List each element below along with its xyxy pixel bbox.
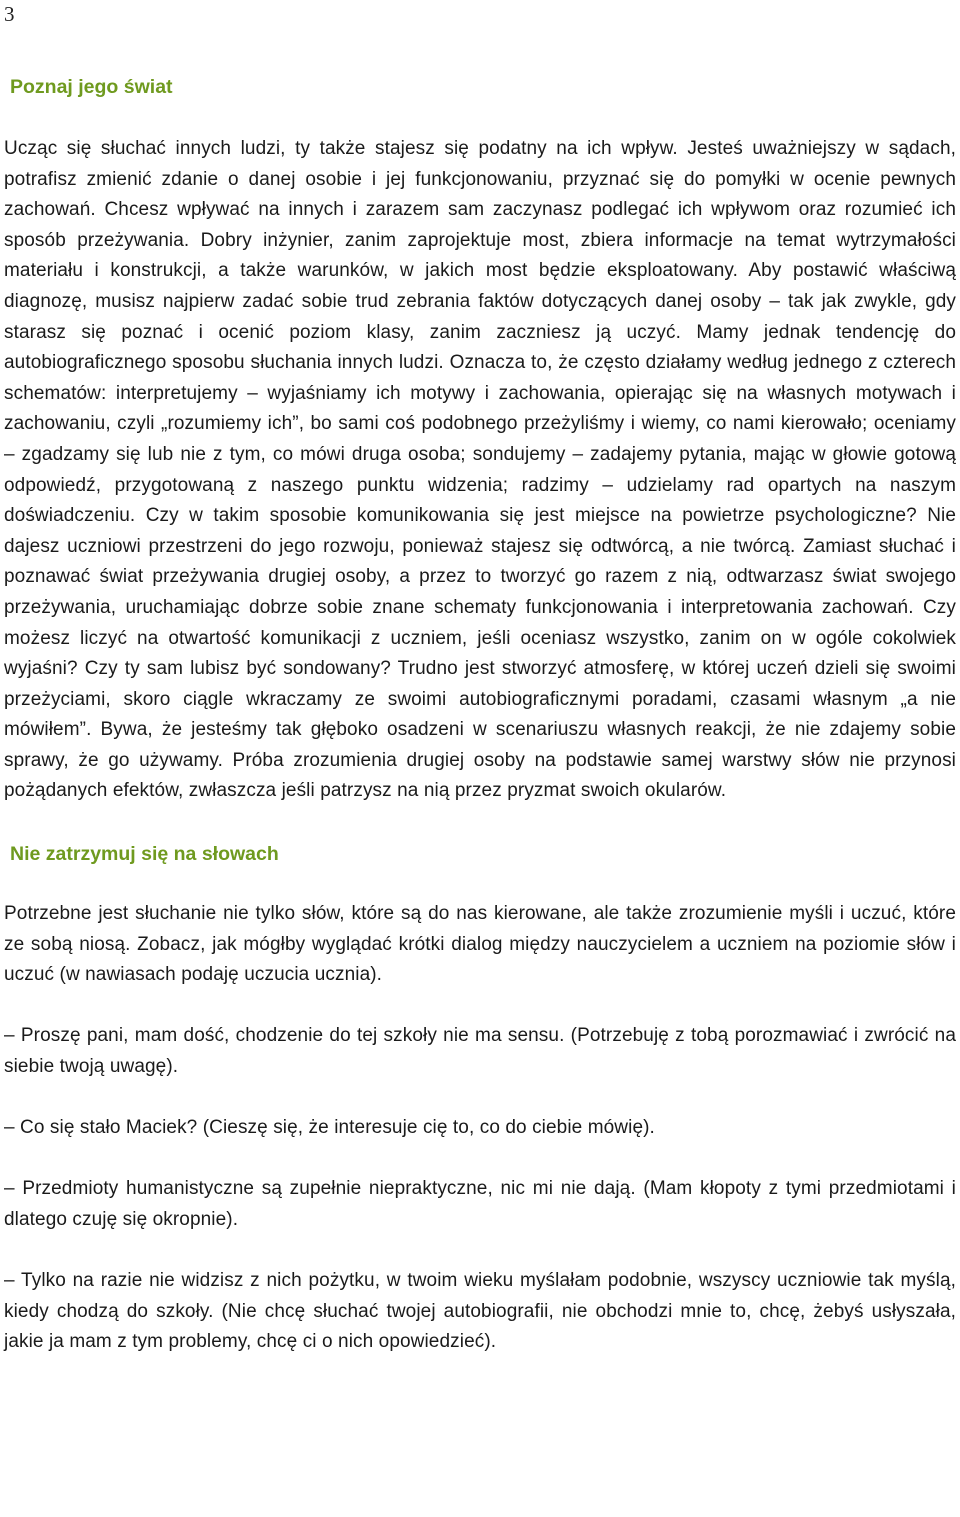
- section-paragraph: Potrzebne jest słuchanie nie tylko słów, które są do nas kierowane, ale także zrozumienie myśli i uczuć, które ze sobą niosą. Zobacz, jak mógłby wyglądać krótki dialog między nauczycielem a uczniem na poziomie słów i uczuć (w nawiasach podaję uczucia ucznia).: [4, 903, 956, 986]
- section-heading-nie-zatrzymuj-sie: Nie zatrzymuj się na słowach: [10, 843, 279, 866]
- dialog-line: – Przedmioty humanistyczne są zupełnie niepraktyczne, nic mi nie dają. (Mam kłopoty z tymi przedmiotami i dlatego czuję się okropnie).: [4, 1178, 956, 1230]
- section-paragraph: Ucząc się słuchać innych ludzi, ty także stajesz się podatny na ich wpływ. Jesteś uważniejszy w sądach, potrafisz zmienić zdanie o danej osobie i jej funkcjonowaniu, przyznać się do pomyłki w ocenie pewnych zachowań. Chcesz wpływać na innych i zarazem sam zaczynasz podlegać ich wpływom oraz rozumieć ich sposób przeżywania. Dobry inżynier, zanim zaprojektuje most, zbiera informacje na temat wytrzymałości materiału i konstrukcji, a także warunków, w jakich most będzie eksploatowany. Aby postawić właściwą diagnozę, musisz najpierw zadać sobie trud zebrania faktów dotyczących danej osoby – tak jak zwykle, gdy starasz się poznać i ocenić poziom klasy, zanim zaczniesz ją uczyć. Mamy jednak tendencję do autobiograficznego sposobu słuchania innych ludzi. Oznacza to, że często działamy według jednego z czterech schematów: interpretujemy – wyjaśniamy ich motywy i zachowania, opierając się na własnych motywach i zachowaniu, czyli „rozumiemy ich”, bo sami coś podobnego przeżyliśmy i wiemy, co nami kierowało; oceniamy – zgadzamy się lub nie z tym, co mówi druga osoba; sondujemy – zadajemy pytania, mając w głowie gotową odpowiedź, przygotowaną z naszego punktu widzenia; radzimy – udzielamy rad opartych na naszym doświadczeniu. Czy w takim sposobie komunikowania się jest miejsce na powietrze psychologiczne? Nie dajesz uczniowi przestrzeni do jego rozwoju, ponieważ stajesz się odtwórcą, a nie twórcą. Zamiast słuchać i poznawać świat przeżywania drugiej osoby, a przez to tworzyć go razem z nią, odtwarzasz świat swojego przeżywania, uruchamiając dobrze sobie znane schematy funkcjonowania i interpretowania zachowań. Czy możesz liczyć na otwartość komunikacji z uczniem, jeśli oceniasz wszystko, zanim on w ogóle cokolwiek wyjaśni? Czy ty sam lubisz być sondowany? Trudno jest stworzyć atmosferę, w której uczeń dzieli się swoimi przeżyciami, skoro ciągle wkraczamy ze swoimi autobiograficznymi poradami, czasami własnym „a nie mówiłem”. Bywa, że jesteśmy tak głęboko osadzeni w scenariuszu własnych reakcji, że nie zdajemy sobie sprawy, że go używamy. Próba zrozumienia drugiej osoby na podstawie samej warstwy słów nie przynosi pożądanych efektów, zwłaszcza jeśli patrzysz na nią przez pryzmat swoich okularów.: [4, 138, 956, 802]
- dialog-line: – Proszę pani, mam dość, chodzenie do tej szkoły nie ma sensu. (Potrzebuję z tobą porozmawiać i zwrócić na siebie twoją uwagę).: [4, 1025, 956, 1078]
- section-heading-poznaj-jego-swiat: Poznaj jego świat: [10, 76, 173, 98]
- dialog-line: – Co się stało Maciek? (Cieszę się, że interesuje cię to, co do ciebie mówię).: [4, 1117, 655, 1139]
- dialog-line: – Tylko na razie nie widzisz z nich pożytku, w twoim wieku myślałam podobnie, wszyscy uczniowie tak myślą, kiedy chodzą do szkoły. (Nie chcę słuchać twojej autobiografii, nie obchodzi mnie to, chcę, żebyś usłyszała, jakie ja mam z tym problemy, chcę ci o nich opowiedzieć).: [4, 1270, 956, 1353]
- document-body: [4, 72, 956, 1358]
- page-number: 3: [4, 2, 15, 26]
- dialog: [4, 1021, 956, 1358]
